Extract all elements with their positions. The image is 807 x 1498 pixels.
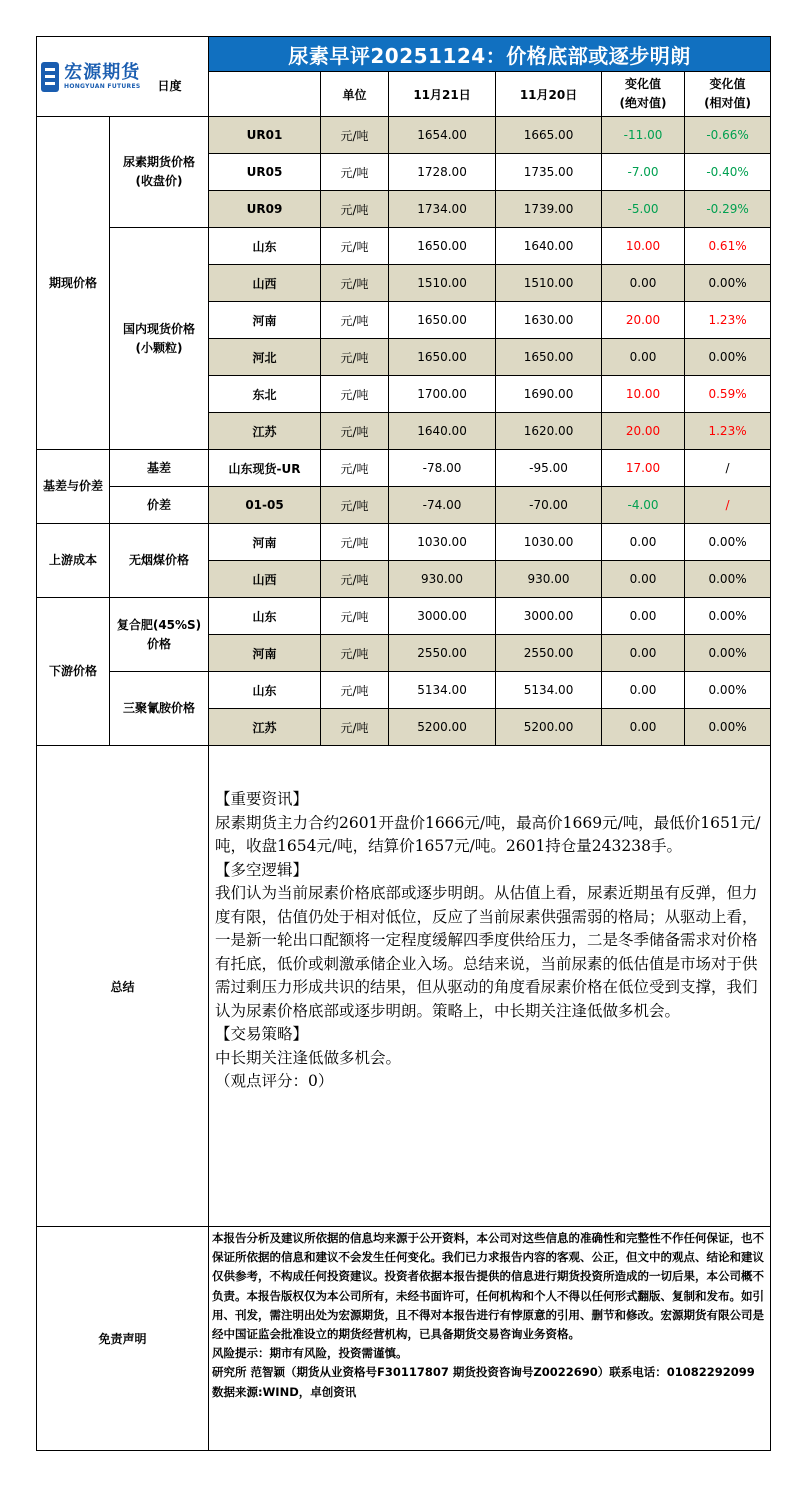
cell-value-d1: 1030.00 (389, 524, 496, 561)
cell-unit: 元/吨 (321, 635, 389, 672)
cell-value-d2: 1510.00 (496, 265, 602, 302)
cell-value-d1: 1650.00 (389, 228, 496, 265)
cell-item: 河北 (209, 339, 321, 376)
date-label: 日度 (157, 79, 182, 93)
data-rows (37, 117, 771, 746)
sub-coal-price: 无烟煤价格 (110, 524, 209, 598)
cell-item: UR01 (209, 117, 321, 154)
header-d2: 11月20日 (496, 72, 602, 117)
table-row (37, 672, 771, 709)
cell-value-d1: 1510.00 (389, 265, 496, 302)
cell-change-abs: -11.00 (602, 117, 685, 154)
cell-item: 山东现货-UR (209, 450, 321, 487)
logo-cn: 宏源期货 (64, 61, 141, 83)
cell-value-d1: 1650.00 (389, 339, 496, 376)
cell-value-d2: 1630.00 (496, 302, 602, 339)
cell-value-d2: 1620.00 (496, 413, 602, 450)
disclaimer-text: 本报告分析及建议所依据的信息均来源于公开资料，本公司对这些信息的准确性和完整性不作任何保证，也不保证所依据的信息和建议不会发生任何变化。我们已力求报告内容的客观、公正，但文中的观点、结论和建议仅供参考，不构成任何投资建议。投资者依据本报告提供的信息进行期货投资所造成的一切后果，本公司概不负责。本报告版权仅为本公司所有，未经书面许可，任何机构和个人不得以任何形式翻版、复制和发布。如引用、刊发，需注明出处为宏源期货，且不得对本报告进行有悖原意的引用、删节和修改。宏源期货有限公司是经中国证监会批准设立的期货经营机构，已具备期货交易咨询业务资格。 风险提示：期市有风险，投资需谨慎。 研究所 范智颖（期货从业资格号F30117807 期货投资咨询号Z0022690）联系电话：01082292099 数据来源:WIND，卓创资讯 (209, 1227, 771, 1451)
cell-item: UR09 (209, 191, 321, 228)
sub-spread: 价差 (110, 487, 209, 524)
cell-change-abs: 10.00 (602, 376, 685, 413)
cell-change-abs: -4.00 (602, 487, 685, 524)
cell-change-rel: -0.66% (685, 117, 771, 154)
cell-change-rel: 0.00% (685, 524, 771, 561)
header-chg-rel: 变化值 (相对值) (685, 72, 771, 117)
cell-unit: 元/吨 (321, 191, 389, 228)
cell-value-d1: 930.00 (389, 561, 496, 598)
group-basis-spread: 基差与价差 (37, 450, 110, 524)
cell-value-d1: 5134.00 (389, 672, 496, 709)
cell-value-d2: 5134.00 (496, 672, 602, 709)
header-unit: 单位 (321, 72, 389, 117)
sub-spot-price: 国内现货价格 (小颗粒) (110, 228, 209, 450)
cell-value-d1: 2550.00 (389, 635, 496, 672)
cell-unit: 元/吨 (321, 561, 389, 598)
header-blank (209, 72, 321, 117)
cell-value-d2: 2550.00 (496, 635, 602, 672)
cell-change-rel: / (685, 450, 771, 487)
cell-item: 山东 (209, 672, 321, 709)
cell-item: 山西 (209, 561, 321, 598)
cell-unit: 元/吨 (321, 598, 389, 635)
cell-value-d2: 1650.00 (496, 339, 602, 376)
cell-item: 河南 (209, 302, 321, 339)
cell-change-rel: 0.00% (685, 672, 771, 709)
cell-unit: 元/吨 (321, 154, 389, 191)
cell-change-abs: 0.00 (602, 709, 685, 746)
cell-unit: 元/吨 (321, 450, 389, 487)
cell-change-abs: 0.00 (602, 635, 685, 672)
cell-value-d1: 1734.00 (389, 191, 496, 228)
cell-value-d2: 1665.00 (496, 117, 602, 154)
cell-change-abs: 0.00 (602, 265, 685, 302)
cell-change-rel: 1.23% (685, 302, 771, 339)
group-spot-futures: 期现价格 (37, 117, 110, 450)
cell-item: 河南 (209, 635, 321, 672)
cell-change-rel: 0.00% (685, 561, 771, 598)
table-row (37, 117, 771, 154)
cell-value-d1: 3000.00 (389, 598, 496, 635)
cell-item: 山西 (209, 265, 321, 302)
header-chg-abs: 变化值 (绝对值) (602, 72, 685, 117)
cell-item: 江苏 (209, 413, 321, 450)
cell-change-rel: 1.23% (685, 413, 771, 450)
cell-value-d1: 1654.00 (389, 117, 496, 154)
cell-change-rel: 0.00% (685, 265, 771, 302)
cell-change-abs: 0.00 (602, 672, 685, 709)
table-row (37, 450, 771, 487)
logo-mark-icon (39, 60, 61, 94)
cell-item: 江苏 (209, 709, 321, 746)
cell-value-d2: 1030.00 (496, 524, 602, 561)
cell-change-abs: 20.00 (602, 413, 685, 450)
disclaimer-label: 免责声明 (37, 1227, 209, 1451)
cell-change-abs: -7.00 (602, 154, 685, 191)
cell-item: 山东 (209, 598, 321, 635)
cell-value-d1: 1650.00 (389, 302, 496, 339)
cell-value-d2: 5200.00 (496, 709, 602, 746)
cell-item: UR05 (209, 154, 321, 191)
table-row (37, 524, 771, 561)
cell-value-d1: 5200.00 (389, 709, 496, 746)
cell-value-d2: 3000.00 (496, 598, 602, 635)
price-table (36, 36, 771, 1451)
report-title: 尿素早评20251124：价格底部或逐步明朗 (209, 37, 771, 72)
cell-value-d2: -95.00 (496, 450, 602, 487)
cell-value-d2: 1690.00 (496, 376, 602, 413)
cell-change-abs: 0.00 (602, 598, 685, 635)
cell-value-d1: -74.00 (389, 487, 496, 524)
cell-value-d1: 1700.00 (389, 376, 496, 413)
cell-change-abs: 10.00 (602, 228, 685, 265)
cell-change-rel: -0.29% (685, 191, 771, 228)
sub-fert-price: 复合肥(45%S) 价格 (110, 598, 209, 672)
cell-unit: 元/吨 (321, 117, 389, 154)
cell-change-rel: 0.00% (685, 709, 771, 746)
cell-unit: 元/吨 (321, 228, 389, 265)
cell-value-d2: 930.00 (496, 561, 602, 598)
cell-value-d1: 1728.00 (389, 154, 496, 191)
cell-item: 东北 (209, 376, 321, 413)
logo-en: HONGYUAN FUTURES (64, 82, 141, 90)
cell-unit: 元/吨 (321, 709, 389, 746)
cell-item: 山东 (209, 228, 321, 265)
summary-label: 总结 (37, 746, 209, 1227)
table-row (37, 228, 771, 265)
cell-unit: 元/吨 (321, 413, 389, 450)
cell-change-rel: 0.00% (685, 635, 771, 672)
cell-change-abs: 20.00 (602, 302, 685, 339)
cell-value-d2: 1739.00 (496, 191, 602, 228)
sub-basis: 基差 (110, 450, 209, 487)
cell-change-abs: 0.00 (602, 561, 685, 598)
sub-melamine-price: 三聚氰胺价格 (110, 672, 209, 746)
cell-unit: 元/吨 (321, 672, 389, 709)
cell-item: 河南 (209, 524, 321, 561)
logo (37, 37, 209, 117)
cell-change-abs: 17.00 (602, 450, 685, 487)
cell-change-abs: 0.00 (602, 339, 685, 376)
cell-unit: 元/吨 (321, 265, 389, 302)
cell-value-d1: -78.00 (389, 450, 496, 487)
cell-change-rel: -0.40% (685, 154, 771, 191)
cell-change-rel: 0.61% (685, 228, 771, 265)
cell-change-abs: 0.00 (602, 524, 685, 561)
cell-unit: 元/吨 (321, 487, 389, 524)
cell-value-d2: 1735.00 (496, 154, 602, 191)
sub-futures-price: 尿素期货价格 (收盘价) (110, 117, 209, 228)
group-downstream: 下游价格 (37, 598, 110, 746)
summary-text: 【重要资讯】 尿素期货主力合约2601开盘价1666元/吨，最高价1669元/吨，最低价1651元/吨，收盘1654元/吨，结算价1657元/吨。2601持仓量243238手。 【多空逻辑】 我们认为当前尿素价格底部或逐步明朗。从估值上看，尿素近期虽有反弹，但力度有限，估值仍处于相对低位，反应了当前尿素供强需弱的格局；从驱动上看，一是新一轮出口配额将一定程度缓解四季度供给压力，二是冬季储备需求对价格有托底，低价或刺激承储企业入场。总结来说，当前尿素的低估值是市场对于供需过剩压力形成共识的结果，但从驱动的角度看尿素价格在低位受到支撑，我们认为尿素价格底部或逐步明朗。策略上，中长期关注逢低做多机会。 【交易策略】 中长期关注逢低做多机会。 （观点评分：0） (209, 746, 771, 1227)
cell-unit: 元/吨 (321, 524, 389, 561)
cell-change-abs: -5.00 (602, 191, 685, 228)
cell-item: 01-05 (209, 487, 321, 524)
table-row (37, 598, 771, 635)
cell-value-d2: -70.00 (496, 487, 602, 524)
header-d1: 11月21日 (389, 72, 496, 117)
cell-change-rel: 0.59% (685, 376, 771, 413)
cell-value-d2: 1640.00 (496, 228, 602, 265)
cell-change-rel: 0.00% (685, 598, 771, 635)
cell-change-rel: / (685, 487, 771, 524)
cell-unit: 元/吨 (321, 302, 389, 339)
cell-value-d1: 1640.00 (389, 413, 496, 450)
cell-unit: 元/吨 (321, 376, 389, 413)
cell-unit: 元/吨 (321, 339, 389, 376)
cell-change-rel: 0.00% (685, 339, 771, 376)
group-upstream: 上游成本 (37, 524, 110, 598)
table-row (37, 487, 771, 524)
report-sheet (36, 36, 770, 1451)
